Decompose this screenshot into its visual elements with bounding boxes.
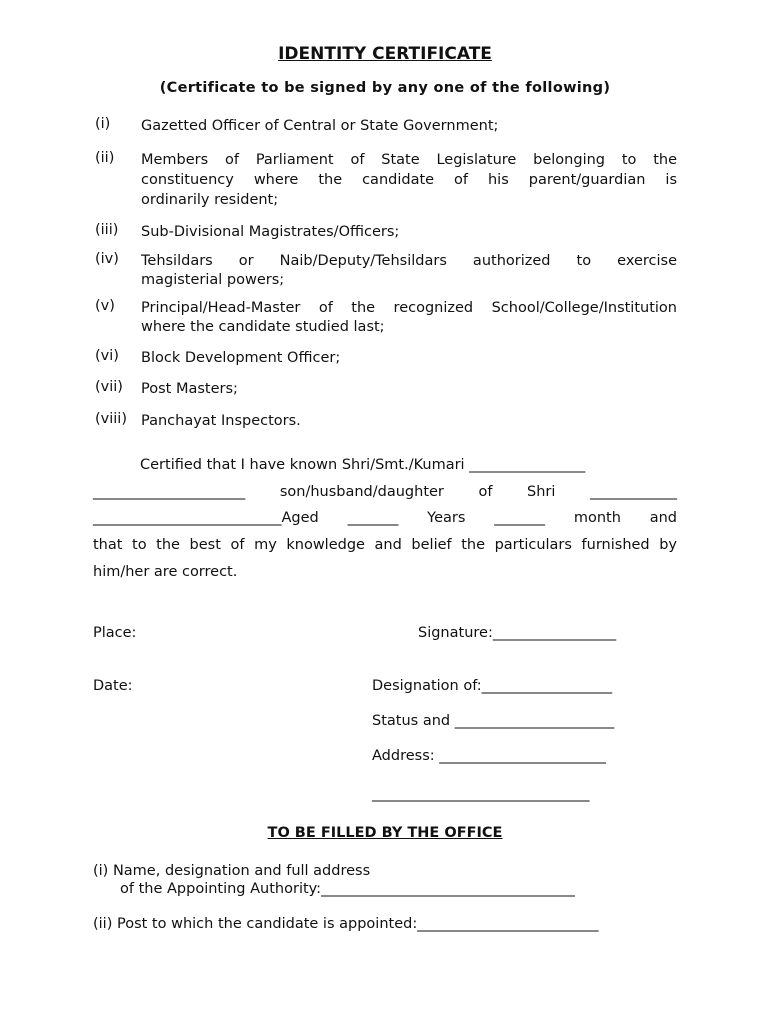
item-number: (ii) [95, 150, 115, 166]
item-number: (iv) [95, 251, 119, 267]
item-text: Gazetted Officer of Central or State Government; [141, 118, 499, 134]
document-title: IDENTITY CERTIFICATE [278, 44, 492, 64]
item-number: (vi) [95, 348, 119, 364]
item-text: Block Development Officer; [141, 350, 341, 366]
item-text-line: ordinarily resident; [141, 192, 279, 208]
signatory-item [95, 348, 677, 368]
designation-field: Designation of:__________________ [372, 678, 613, 694]
place-label: Place: [93, 625, 137, 641]
document-subtitle: (Certificate to be signed by any one of the following) [159, 80, 611, 96]
certification-line-5: him/her are correct. [93, 564, 238, 580]
item-number: (v) [95, 298, 115, 314]
item-number: (iii) [95, 222, 119, 238]
office-section-heading: TO BE FILLED BY THE OFFICE [267, 825, 503, 841]
status-field: Status and ______________________ [372, 713, 615, 729]
address-field: Address: _______________________ [372, 748, 606, 764]
signatory-item [95, 298, 677, 336]
item-text-line: Principal/Head-Master of the recognized School/College/Institution [141, 300, 677, 316]
date-label: Date: [93, 678, 133, 694]
item-text: Sub-Divisional Magistrates/Officers; [141, 224, 400, 240]
item-number: (i) [95, 116, 111, 132]
item-text-line: where the candidate studied last; [141, 319, 385, 335]
signatory-item [95, 411, 677, 431]
certification-line-3: __________________________Aged _______ Years _______ month and [93, 510, 677, 526]
certification-line-1: Certified that I have known Shri/Smt./Kumari ________________ [140, 457, 586, 473]
signature-field: Signature:_________________ [418, 625, 617, 641]
signatory-item [95, 251, 677, 289]
signatory-item [95, 150, 677, 210]
item-text-line: Members of Parliament of State Legislature belonging to the [141, 152, 677, 168]
item-text: Panchayat Inspectors. [141, 413, 301, 429]
signatory-item [95, 116, 677, 136]
item-number: (viii) [95, 411, 127, 427]
signatory-item [95, 379, 677, 399]
item-text-line: constituency where the candidate of his parent/guardian is [141, 172, 677, 188]
signatory-item [95, 222, 677, 242]
item-number: (vii) [95, 379, 123, 395]
office-item-2: (ii) Post to which the candidate is appointed:_________________________ [93, 916, 599, 932]
certification-line-4: that to the best of my knowledge and belief the particulars furnished by [93, 537, 677, 553]
office-item-1-line-1: (i) Name, designation and full address [93, 863, 371, 879]
address-line-2: ______________________________ [372, 786, 590, 802]
certification-line-2: _____________________ son/husband/daughter of Shri ____________ [93, 484, 677, 500]
office-item-1-line-2: of the Appointing Authority:___________________________________ [120, 881, 575, 897]
item-text-line: Tehsildars or Naib/Deputy/Tehsildars authorized to exercise [141, 253, 677, 269]
item-text-line: magisterial powers; [141, 272, 285, 288]
item-text: Post Masters; [141, 381, 238, 397]
